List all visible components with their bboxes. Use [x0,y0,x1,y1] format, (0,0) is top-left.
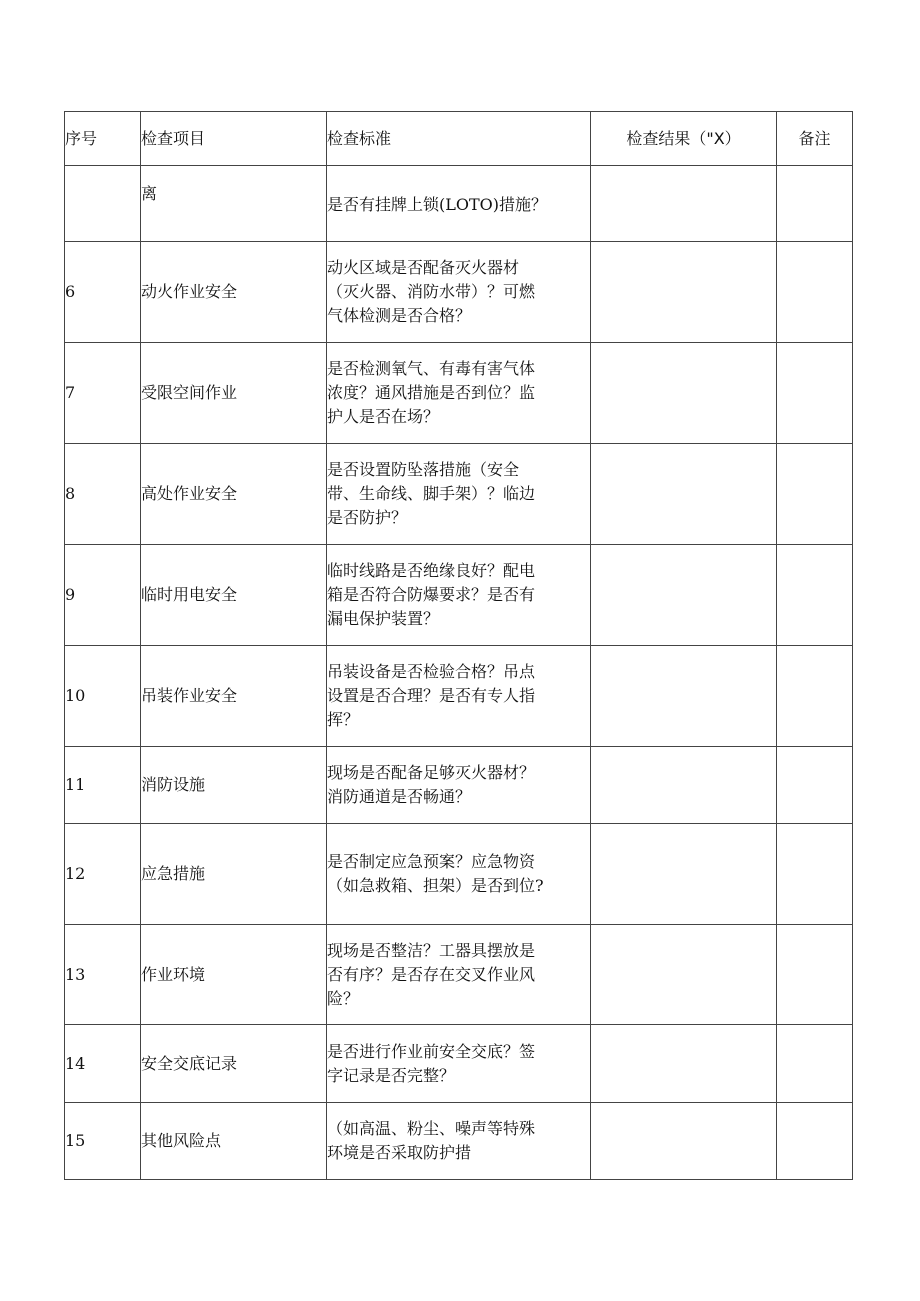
check-standard [327,1103,591,1180]
result-cell[interactable] [591,343,777,444]
row-number: 9 [65,545,141,646]
row-number: 6 [65,242,141,343]
check-standard [327,824,591,925]
result-cell[interactable] [591,1025,777,1103]
note-cell[interactable] [777,824,853,925]
row-number: 7 [65,343,141,444]
row-number: 13 [65,925,141,1025]
standard-line: 带、生命线、脚手架）？临边 [327,484,536,503]
standard-line: 现场是否整洁？工器具摆放是 [327,940,536,960]
note-cell[interactable] [777,1025,853,1103]
result-cell[interactable] [591,646,777,747]
row-number: 10 [65,646,141,747]
result-cell[interactable] [591,925,777,1025]
note-cell[interactable] [777,242,853,343]
result-cell[interactable] [591,545,777,646]
check-standard [327,925,591,1025]
check-standard [327,242,591,343]
check-item: 消防设施 [141,747,327,824]
check-item: 作业环境 [141,925,327,1025]
table-row [65,545,853,646]
check-standard [327,545,591,646]
standard-line: 现场是否配备足够灭火器材？ [327,763,536,782]
note-cell[interactable] [777,343,853,444]
header-standard: 检查标准 [327,112,591,166]
check-standard [327,166,591,242]
table-row [65,646,853,747]
check-item: 动火作业安全 [141,242,327,343]
header-no: 序号 [65,112,141,166]
check-item: 其他风险点 [141,1103,327,1180]
standard-line: 险？ [327,988,360,1008]
check-item: 吊装作业安全 [141,646,327,747]
row-number: 15 [65,1103,141,1180]
table-row [65,824,853,925]
standard-line: （如高温、粉尘、噪声等特殊 [327,1119,536,1138]
header-item: 检查项目 [141,112,327,166]
check-item: 离 [141,166,327,242]
safety-checklist-table [64,111,853,1180]
header-note: 备注 [777,112,853,166]
check-item: 受限空间作业 [141,343,327,444]
result-cell[interactable] [591,824,777,925]
note-cell[interactable] [777,444,853,545]
standard-line: 消防通道是否畅通？ [327,787,472,806]
standard-line: 护人是否在场？ [327,407,440,426]
standard-line: 挥？ [327,710,360,729]
row-number [65,166,141,242]
result-cell[interactable] [591,1103,777,1180]
standard-line: 是否制定应急预案？应急物资 [327,852,536,871]
standard-line: 设置是否合理？是否有专人指 [327,686,536,705]
standard-line: 否有序？是否存在交叉作业风 [327,964,536,984]
note-cell[interactable] [777,646,853,747]
check-standard [327,343,591,444]
standard-line: 吊装设备是否检验合格？吊点 [327,662,536,681]
standard-line: （如急救箱、担架）是否到位? [327,876,544,895]
check-standard [327,1025,591,1103]
standard-line: 气体检测是否合格？ [327,306,472,325]
note-cell[interactable] [777,747,853,824]
result-cell[interactable] [591,444,777,545]
check-item: 临时用电安全 [141,545,327,646]
standard-line: 是否检测氧气、有毒有害气体 [327,359,536,378]
table-row [65,343,853,444]
check-standard [327,444,591,545]
standard-line: 字记录是否完整？ [327,1065,456,1085]
standard-line: 动火区域是否配备灭火器材 [327,258,520,277]
standard-line: 是否进行作业前安全交底？签 [327,1041,536,1061]
standard-line: 是否设置防坠落措施（安全 [327,460,520,479]
standard-line: 是否防护？ [327,508,408,527]
standard-line: 是否有挂牌上锁(LOTO)措施？ [327,195,548,214]
standard-line: 漏电保护装置？ [327,609,440,628]
check-item: 应急措施 [141,824,327,925]
check-item: 高处作业安全 [141,444,327,545]
result-cell[interactable] [591,166,777,242]
row-number: 12 [65,824,141,925]
check-standard [327,747,591,824]
note-cell[interactable] [777,545,853,646]
table-row [65,1025,853,1103]
row-number: 11 [65,747,141,824]
check-standard [327,646,591,747]
note-cell[interactable] [777,925,853,1025]
standard-line: （灭火器、消防水带）？可燃 [327,282,536,301]
standard-line: 箱是否符合防爆要求？是否有 [327,585,536,604]
row-number: 8 [65,444,141,545]
standard-line: 环境是否采取防护措 [327,1143,472,1162]
table-row [65,166,853,242]
check-item: 安全交底记录 [141,1025,327,1103]
table-row [65,444,853,545]
result-cell[interactable] [591,242,777,343]
note-cell[interactable] [777,166,853,242]
table-row [65,747,853,824]
result-cell[interactable] [591,747,777,824]
table-row [65,925,853,1025]
standard-line: 浓度？通风措施是否到位？监 [327,383,536,402]
standard-line: 临时线路是否绝缘良好？配电 [327,561,536,580]
note-cell[interactable] [777,1103,853,1180]
table-header-row [65,112,853,166]
table-row [65,1103,853,1180]
table-row [65,242,853,343]
header-result: 检查结果（"X） [591,112,777,166]
row-number: 14 [65,1025,141,1103]
